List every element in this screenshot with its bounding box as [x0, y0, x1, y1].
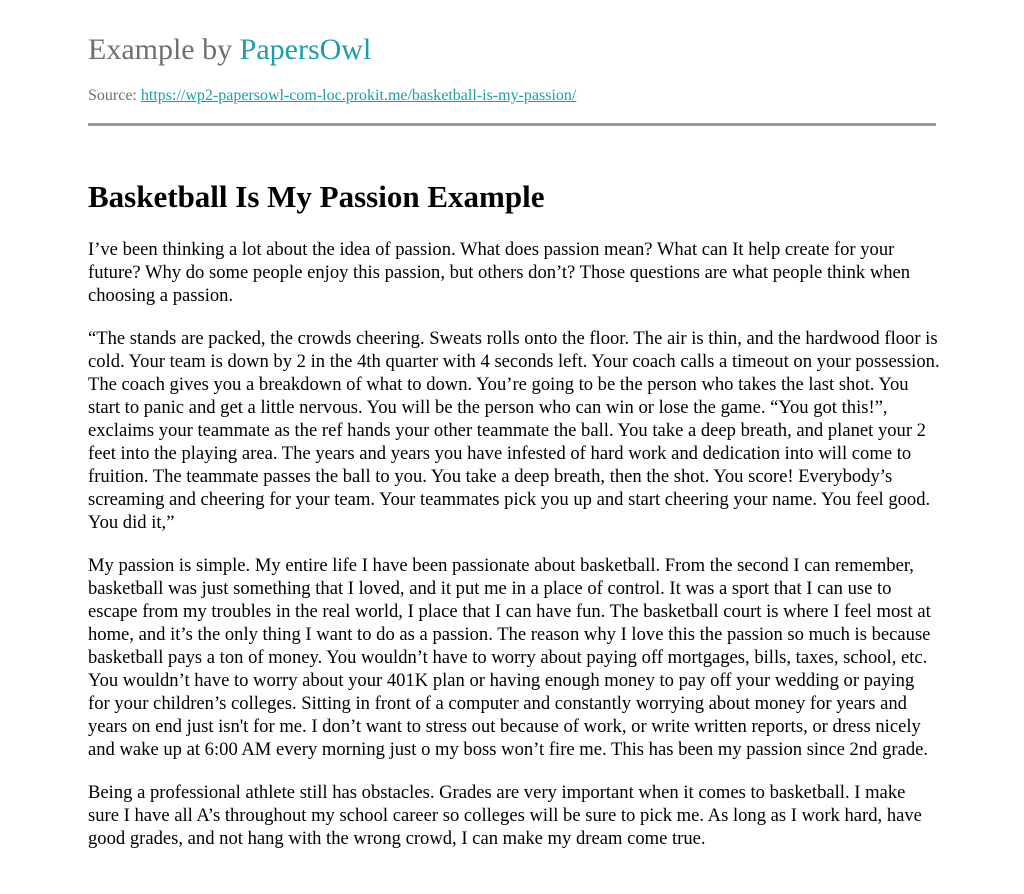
- document-page: [88, 30, 940, 870]
- brand-name-link[interactable]: PapersOwl: [239, 33, 372, 66]
- article-body: [88, 238, 940, 850]
- header-divider: [88, 123, 936, 126]
- source-label: Source:: [88, 87, 137, 104]
- site-brand: [88, 30, 940, 70]
- source-url-link[interactable]: https://wp2-papersowl-com-loc.prokit.me/basketball-is-my-passion/: [140, 87, 577, 104]
- article-paragraph-4: Being a professional athlete still has obstacles. Grades are very important when it comes to basketball. I make sure I have all A’s throughout my school career so colleges will be sure to pick me. As long as I work hard, have good grades, and not hang with the wrong crowd, I can make my dream come true.: [88, 782, 922, 849]
- article-title: Basketball Is My Passion Example: [88, 179, 545, 214]
- article-paragraph-3: My passion is simple. My entire life I have been passionate about basketball. From the second I can remember, basketball was just something that I loved, and it put me in a place of control. It was a sport that I can use to escape from my troubles in the real world, I place that I can have fun. The basketball court is where I feel most at home, and it’s the only thing I want to do as a passion. The reason why I love this the passion so much is because basketball pays a ton of money. You wouldn’t have to worry about paying off mortgages, bills, taxes, school, etc. You wouldn’t have to worry about your 401K plan or having enough money to pay off your wedding or paying for your children’s colleges. Sitting in front of a computer and constantly worrying about money for years and years on end just isn't for me. I don’t want to stress out because of work, or write written reports, or dress nicely and wake up at 6:00 AM every morning just o my boss won’t fire me. This has been my passion since 2nd grade.: [88, 555, 931, 760]
- source-line: [88, 85, 940, 107]
- article-paragraph-1: I’ve been thinking a lot about the idea of passion. What does passion mean? What can It help create for your future? Why do some people enjoy this passion, but others don’t? Those questions are what people think when choosing a passion.: [88, 239, 911, 306]
- brand-prefix: Example by: [88, 33, 233, 66]
- article-paragraph-2: “The stands are packed, the crowds cheering. Sweats rolls onto the floor. The air is thin, and the hardwood floor is cold. Your team is down by 2 in the 4th quarter with 4 seconds left. Your coach calls a timeout on your possession. The coach gives you a breakdown of what to down. You’re going to be the person who takes the last shot. You start to panic and get a little nervous. You will be the person who can win or lose the game. “You got this!”, exclaims your teammate as the ref hands your other teammate the ball. You take a deep breath, and planet your 2 feet into the playing area. The years and years you have infested of hard work and dedication into will come to fruition. The teammate passes the ball to you. You take a deep breath, then the shot. You score! Everybody’s screaming and cheering for your team. Your teammates pick you up and start cheering your name. You feel good. You did it,”: [88, 328, 940, 533]
